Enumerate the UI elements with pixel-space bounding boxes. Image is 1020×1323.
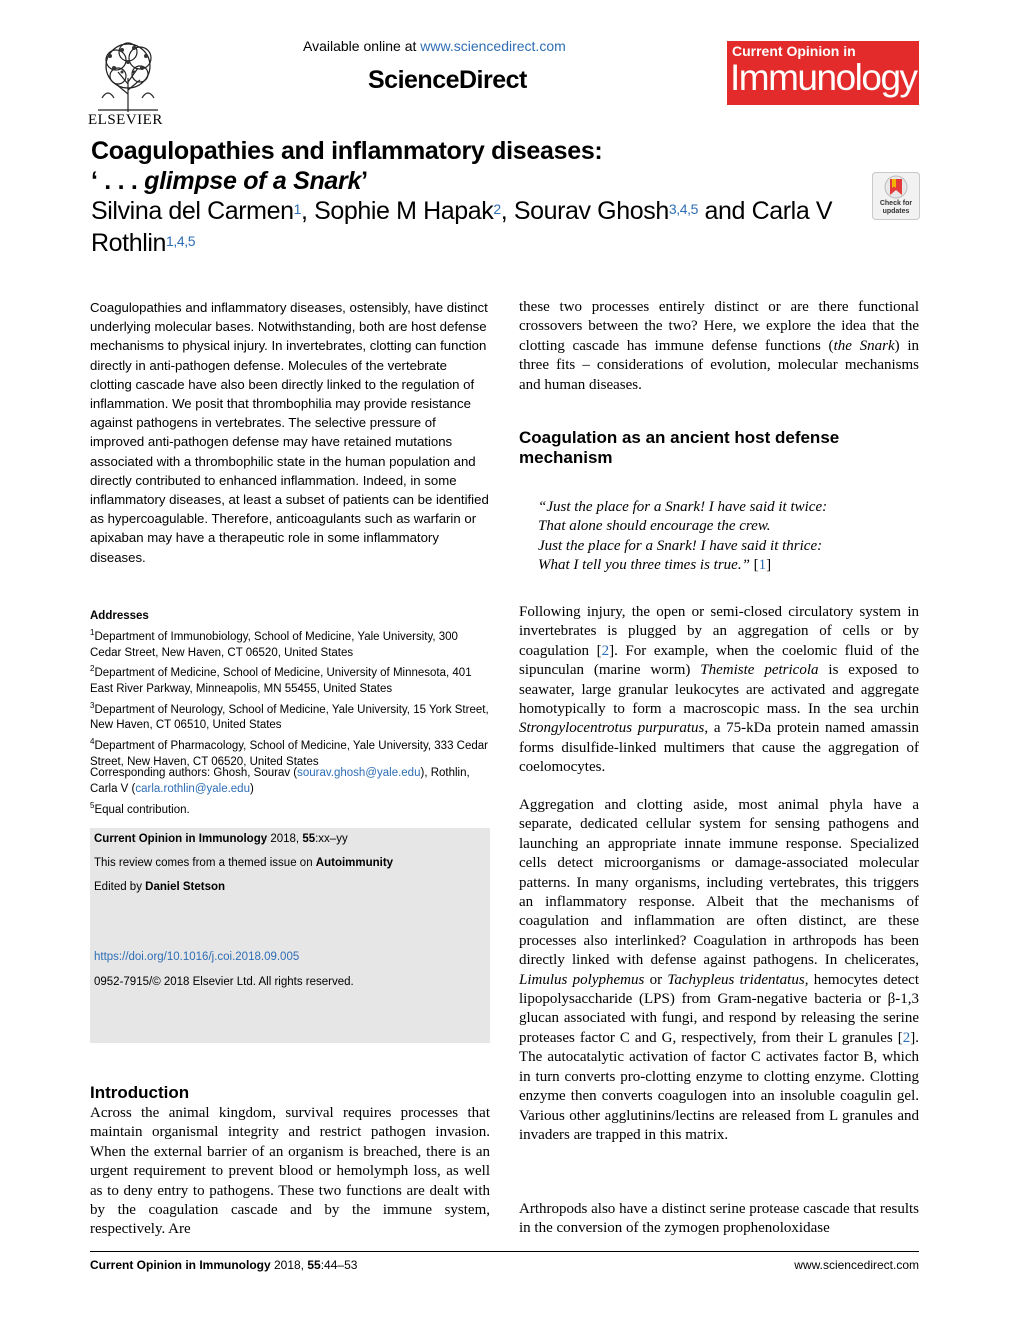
available-prefix: Available online at [303,38,421,54]
address-item: $^3$Department of Neurology, School of Medicine, Yale University, 15 York Street, New Haven, CT 06510, United States [90,700,489,732]
body-paragraph: these two processes entirely distinct or are there functional crossovers between the two? Here, we explore the idea that the clotting cascade has immune defense functions (the Snark) in three fits – considerations of evolution, molecular mechanisms and human diseases. [519,299,919,393]
addresses-list [90,625,490,771]
quote-line: What I tell you three times is true.” [1] [538,557,772,574]
footer-url[interactable]: www.sciencedirect.com [794,1258,919,1272]
journal-badge-top: Current Opinion in [732,43,856,59]
author-name: Sophie M Hapak [314,197,494,225]
body-paragraph: Arthropods also have a distinct serine protease cascade that results in the conversion of the zymogen prophenoloxidase [519,1201,919,1237]
sciencedirect-link[interactable]: www.sciencedirect.com [420,38,566,54]
corresponding-authors: Corresponding authors: Ghosh, Sourav (sourav.ghosh@yale.edu), Rothlin, Carla V (carla.rothlin@yale.edu) $^5$Equal contribution. [90,767,470,816]
introduction-heading: Introduction [90,1083,190,1102]
author-list [91,195,871,259]
address-item: $^1$Department of Immunobiology, School of Medicine, Yale University, 300 Cedar Street, New Haven, CT 06520, United States [90,628,458,659]
email-link-ghosh[interactable]: sourav.ghosh@yale.edu [297,767,421,779]
reference-link[interactable]: 1 [758,557,767,574]
introduction-text: Across the animal kingdom, survival requires processes that maintain organismal integrity and restrict pathogen invasion. When the external barrier of an organism is breached, there is an urgent requirement to prevent blood or hemolymph loss, as well as to deny entry to pathogens. These two functions are dealt with by the coagulation cascade and by the immune system, respectively. Are [90,1105,490,1238]
check-updates-label: Check for updates [879,200,913,215]
quote-line: That alone should encourage the crew. [538,518,771,535]
info-editor: Edited by Daniel Stetson [94,881,226,893]
quote-line: Just the place for a Snark! I have said it thrice: [538,537,823,554]
email-link-rothlin[interactable]: carla.rothlin@yale.edu [135,782,250,795]
title-quote-close: ’ [361,167,368,195]
bookmark-icon [873,173,919,201]
author-sep: , [500,197,514,225]
reference-link[interactable]: 2 [601,642,610,659]
reference-link[interactable]: 2 [902,1029,911,1046]
author-name: Silvina del Carmen [91,197,294,225]
article-title-line2 [91,167,368,196]
info-theme: This review comes from a themed issue on Autoimmunity [94,857,394,869]
footer-divider [90,1251,919,1252]
footer-citation: Current Opinion in Immunology 2018, 55:44–53 [90,1258,358,1272]
quote-line: “Just the place for a Snark! I have said it twice: [538,499,828,515]
section-heading-coagulation: Coagulation as an ancient host defense mechanism [519,428,840,467]
title-quote-open: ‘ . . . [91,167,145,195]
author-name: Sourav Ghosh [513,197,669,225]
doi-link[interactable]: https://doi.org/10.1016/j.coi.2018.09.005 [94,951,300,963]
snark-quote [538,498,918,576]
author-affiliation-sup[interactable]: 1,4,5 [166,233,196,249]
sciencedirect-wordmark: ScienceDirect [368,66,527,94]
addresses-heading: Addresses [90,610,149,622]
abstract: Coagulopathies and inflammatory diseases, ostensibly, have distinct underlying molecular bases. Notwithstanding, both are host defense mechanisms to physical injury. In invertebrates, clotting can function directly in anti-pathogen defense. Molecules of the vertebrate clotting cascade have also been directly linked to the regulation of inflammation. We posit that thrombophilia may provide resistance against pathogens in vertebrates. The selective pressure of improved anti-pathogen defense may have retained mutations associated with a thrombophilic state in the human population and directly contributed to enhanced inflammation. Indeed, in some inflammatory diseases, at least a subset of patients can be identified as hypercoagulable. Therefore, anticoagulants such as warfarin or apixaban may have a therapeutic role in some inflammatory diseases. [90,300,489,565]
info-citation: Current Opinion in Immunology 2018, 55:xx–yy [94,833,348,845]
availability-line [303,38,566,54]
journal-badge [727,41,919,105]
author-affiliation-sup[interactable]: 2 [493,201,501,217]
check-for-updates-button[interactable] [872,172,920,220]
equal-contribution-sup: 5 [90,800,95,810]
body-paragraph: Aggregation and clotting aside, most animal phyla have a separate, dedicated cellular system for sensing pathogens and launching an appropriate innate immune response. Specialized cells detect microorganisms or damage-associated molecular patterns. In many organisms, including vertebrates, this triggers an inflammatory response. Albeit that the mechanisms of coagulation and inflammation are often distinct, are these processes also interlinked? Coagulation in arthropods has been directly linked with defense against pathogens. In chelicerates, Limulus polyphemus or Tachypleus tridentatus, hemocytes detect lipopolysaccharide (LPS) from Gram-negative bacteria or β-1,3 glucan associated with fungi, and respond by releasing the serine proteases factor C and G, respectively, from their L granules [2]. The autocatalytic activation of factor C activates factor B, which in turn converts pro-clotting enzyme to clotting enzyme. Clotting enzyme then converts coagulogen into an insoluble coagulin gel. Various other agglutinins/lectins are released from L granules and invaders are trapped in this matrix. [519,797,920,1143]
equal-contribution-text: Equal contribution. [94,803,190,816]
article-info-box [90,828,490,1043]
publisher-name: ELSEVIER [88,112,163,128]
author-sep: , [301,197,315,225]
journal-badge-bottom: Immunology [730,57,917,98]
author-name: Carla V Rothlin [91,197,833,257]
address-item: $^2$Department of Medicine, School of Medicine, University of Minnesota, 401 East River Parkway, Minneapolis, MN 55455, United States [90,664,472,696]
author-sep: and [697,197,752,225]
title-italic: glimpse of a Snark [144,167,362,195]
article-title-line1: Coagulopathies and inflammatory diseases: [91,137,603,165]
copyright-line: 0952-7915/© 2018 Elsevier Ltd. All rights reserved. [94,976,354,988]
body-paragraph: Following injury, the open or semi-closed circulatory system in invertebrates is plugged by an aggregation of cells or by coagulation [2]. For example, when the coelomic fluid of the sipunculan (marine worm) Themiste petricola is exposed to seawater, large granular leukocytes are activated and aggregate homotypically to form a macroscopic mass. In the sea urchin Strongylocentrotus purpuratus, a 75-kDa protein named amassin forms disulfide-linked multimers that cause the aggregation of coelomocytes. [519,604,920,776]
author-affiliation-sup[interactable]: 3,4,5 [668,201,698,217]
author-affiliation-sup[interactable]: 1 [293,201,302,217]
address-item: $^4$Department of Pharmacology, School of Medicine, Yale University, 333 Cedar Street, New Haven, CT 06520, United States [90,737,488,768]
